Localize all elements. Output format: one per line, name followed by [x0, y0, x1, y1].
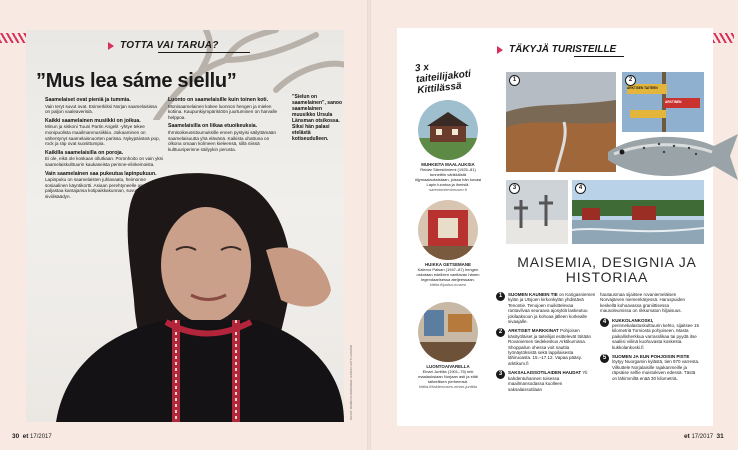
page-number: 31	[716, 433, 724, 440]
myth-heading: Luonto on saamelaisille kuin toinen koti.	[168, 97, 269, 103]
photo-number: 1	[509, 75, 520, 86]
pull-quote: ”Sielun on saamelainen”, sanoo saamelainen muusikko Ursula Länsman otsikossa. Siksi hän palasi etelästä kotiseudulleen.	[292, 94, 343, 142]
myth-heading: Vain saamelainen saa pukeutua lapinpukuun.	[45, 170, 157, 177]
photo-number: 3	[509, 183, 520, 194]
item-text: löytyy Nuorgamin kylästä, tien 970 varresta. Vilkuttele Norjalaisille rajakanmeille ja räpsäise selfie muistokiven edessä. Tästä on lähimmiltä enää 30 kilometriä.	[612, 359, 700, 381]
myth-heading: Saamelaiset ovat pieniä ja tummia.	[45, 97, 131, 103]
sign-text: ARKTISEN TAITEEN	[627, 86, 658, 90]
folio-left	[12, 433, 52, 440]
photo-number: 2	[625, 75, 636, 86]
attraction-continued	[600, 292, 700, 314]
item-number: 5	[600, 354, 609, 363]
issue-number: 17/2017	[30, 434, 52, 440]
myth-text: Lapinpuku on saamelaisten juhlavaatu, heimonne sosiaalinen käyntikortti. Asiaan perehtyneelle asu paljastaa kantajansa kotipaikkakunnan, suvun ja siviilisäädyn.	[45, 177, 146, 199]
item-text: perinnekalastuskulttuurin kehto, sijaitsee 15 kilometriä Torniosta pohjoiseen. Masta paikallisherkkua varrasslikaa tai pyydä itse saaliisi viilinä kuohuvasta koskesta. kukkolankoski.fi	[612, 323, 700, 350]
item-heading: KUKKOLANKOSKI,	[612, 317, 654, 323]
attraction-item	[496, 328, 596, 366]
issue-number: 17/2017	[691, 434, 714, 440]
caption-1	[414, 162, 482, 192]
caption-url: kittila.fi/taidemuseo-einari-junttila	[418, 384, 478, 389]
photo-credit: KUVAT: RAIMO KUOKKANEN, HANNU HUTTU ESPOO	[349, 344, 353, 420]
arrow-icon	[497, 46, 503, 54]
attractions-column-2	[600, 292, 700, 385]
folio-right	[684, 433, 724, 440]
fish-icon	[604, 128, 738, 186]
attraction-item	[496, 370, 596, 392]
left-column-2	[168, 97, 280, 155]
photo-road-landscape	[506, 72, 616, 172]
myth-heading: Kaikki saamelainen musiikki on joikua.	[45, 117, 141, 124]
item-text: hautausmaa sijaitsee rovaniemeläisen Norvajärven niemenkärjessä. Haruspuiden keskellä kohoavassa graniittisessa mausoleumissa on rikkumaton hiljaisuus.	[600, 292, 686, 314]
myth-heading: Saamelaisilla on liikaa etuoikeuksia.	[168, 123, 258, 130]
item-number: 3	[496, 370, 505, 379]
magazine-name: et	[684, 433, 690, 440]
caption-text: Kalervo Palsan (1947–87) hengen uskotaan edelleen vaeltavan hänen legendaarisessa ateljeessaan.	[416, 267, 480, 282]
spine	[367, 0, 371, 450]
item-number: 2	[496, 328, 505, 337]
woman-figure	[26, 170, 344, 422]
kicker-rule	[158, 52, 250, 53]
caption-heading: LUONTOAIVARELLA	[426, 364, 470, 369]
caption-text: Reidar Särestöniemi (1925–81) tunnettiin värikkäistä öljymaalauksistaan, joissa hän kuvasi Lapin luontoa ja ihmisiä.	[414, 167, 482, 187]
kicker-rule	[574, 56, 624, 57]
page-number: 30	[12, 433, 20, 440]
headline: ”Mus lea sáme siellu”	[36, 70, 237, 92]
kicker: TOTTA VAI TARUA?	[120, 40, 219, 51]
myth-text: Minun ja siskoni Tuuni Partin Angelit -yhtye tekee monipuolista maailmanmusiikkia. Joikaaminen on vähentynyt saamelaisnuorten parissa. Nykypäivänä pop, rock ja räp ovat suosittumpia.	[45, 124, 160, 147]
attractions-column-1	[496, 292, 596, 396]
item-text: Pohjoisen käsityöläiset ja taiteilijat esittelevät töitään Rovaniemen tiedekeskus Arktikumissa. Shoppailun ohessa voit nauttia työnäytöksistä sekä lappilaisesta lähiruoasta. 15.–17.12. Vapaa pääsy. arktikum.fi	[508, 328, 592, 366]
magazine-name: et	[22, 433, 29, 440]
item-number: 4	[600, 318, 609, 327]
section-kicker: TÄKYJÄ TURISTEILLE	[509, 44, 617, 55]
myth-text: Ei ole, eikä ole koskaan ollutkaan. Poronhoito on vain yksi saamelaiskulttuurin kaukaseista perinne-elinkeinoista.	[45, 156, 163, 167]
caption-heading: HUIKKA GETSEMANE	[425, 262, 471, 267]
sidebar-title: 3 x taiteilijakoti Kittilässä	[414, 61, 472, 97]
item-heading: SUOMEN JA EUN POHJOISIN PISTE	[612, 354, 690, 360]
item-heading: SAKSALAISSOTILAIDEN HAUDAT	[508, 370, 582, 376]
myth-text: Ihmisoikeussitoumuksille ennen pystyisi säilyttämään saamelaisuutta yhä elävänä. Kaikista uhattuna on olkona omaan kolmeen kieleensä, sillä niissä kulttuuriperinne säilyykin perusta.	[168, 129, 277, 152]
caption-url: kittila.fi/palsa-museo	[429, 282, 467, 287]
sign-text: ARKTINEN	[665, 100, 682, 104]
item-text: Yli kahdentuhannen toisessa maailmansodassa kuolleen saksalaissotilaan	[508, 370, 588, 392]
attraction-item	[496, 292, 596, 324]
caption-3	[414, 364, 482, 389]
circle-photo-house	[418, 100, 478, 160]
left-column-1	[45, 97, 163, 203]
caption-url: sarestoniemimuseo.fi	[429, 187, 467, 192]
myth-heading: Kaikilla saamelaisilla on poroja.	[45, 149, 124, 156]
arrow-icon	[108, 42, 114, 50]
myth-text: Monisaamelainen kokee luonnon hengen ja mielen kotiina. Kaupunkiympäristöön juurtuminen on harvalle helppoa.	[168, 103, 278, 120]
item-heading: SUOMEN KAUNEIN TIE	[508, 292, 558, 297]
caption-heading: MUHKEITA MAALAUKSIA	[421, 162, 475, 167]
item-number: 1	[496, 292, 505, 301]
section-title: MAISEMIA, DESIGNIA JA HISTORIAA	[517, 254, 697, 285]
caption-2	[414, 262, 482, 287]
caption-text: Einari Junttila (1901–75) teki maalauksiaan Norjaan asti ja eläti taiteellisen perheensä.	[418, 369, 478, 384]
circle-photo-interior	[418, 200, 478, 260]
circle-photo-studio	[418, 302, 478, 362]
item-text: on Karigasniemen kylän ja Utsjoen kirkonkylän yhdistävä Tenontie. Tenojoen muikittelevaa rantavilvaa seuraava ajosyklä laskeutuu jokilaaksoon ja kohoaa jälleen korkealle sivaajalle.	[508, 292, 596, 325]
photo-number: 4	[575, 183, 586, 194]
myth-text: Vain teryt suvut ovat. Esimerkiksi Norjan saamelaisissa on paljon vaaleaverisiä.	[45, 103, 157, 115]
item-heading: ARKTISET MARKKINAT	[508, 328, 559, 334]
attraction-item	[600, 318, 700, 350]
photo-red-cabins	[572, 180, 704, 244]
attraction-item	[600, 354, 700, 381]
